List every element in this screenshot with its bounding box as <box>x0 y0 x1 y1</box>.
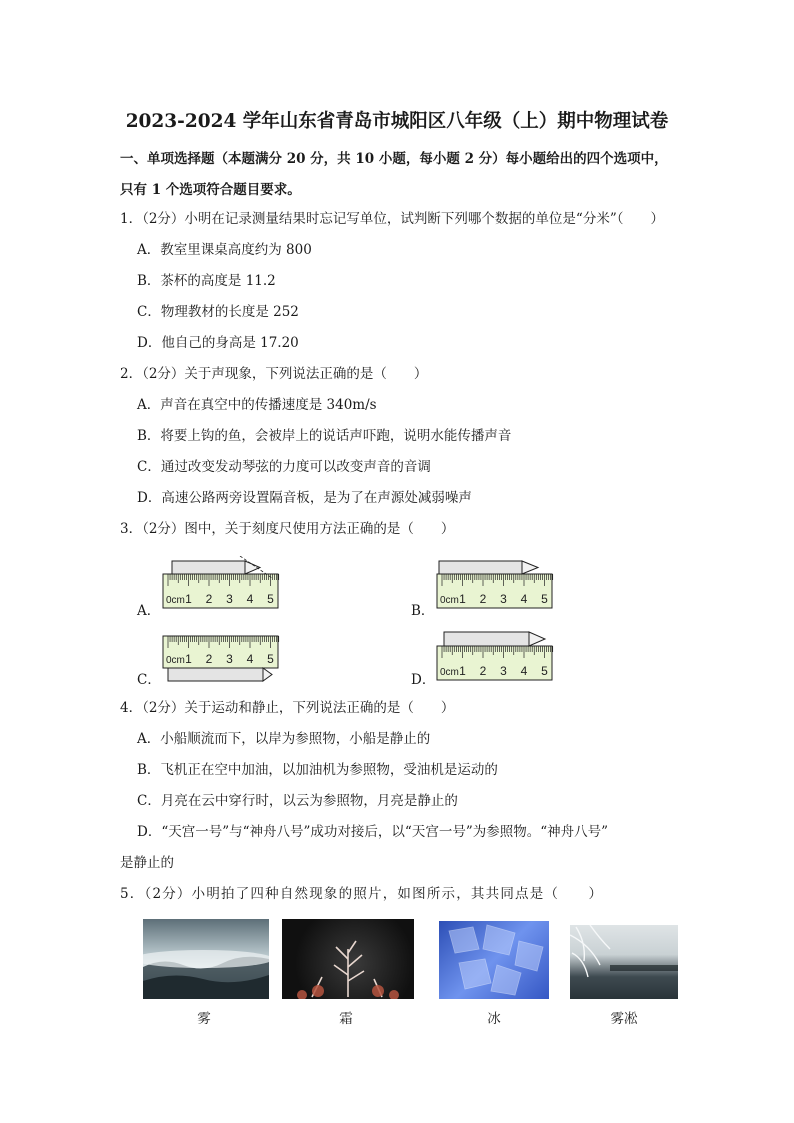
ruler-label: 4 <box>246 592 254 606</box>
pencil-d <box>444 632 545 646</box>
q1-option-a: A．教室里课桌高度约为 800 <box>137 242 312 258</box>
ruler-label: 0cm <box>440 667 459 678</box>
ruler-label: 1 <box>459 664 466 678</box>
q1-option-d: D．他自己的身高是 17.20 <box>137 335 299 351</box>
ruler-label: 1 <box>185 652 192 666</box>
q4-option-d: D．“天宫一号”与“神舟八号”成功对接后，以“天宫一号”为参照物。“神舟八号” <box>137 824 609 840</box>
ruler-label: 5 <box>541 592 548 606</box>
ruler-label: 2 <box>479 592 487 606</box>
ruler-label: 1 <box>185 592 192 606</box>
pencil-a <box>172 561 260 574</box>
ruler-label: 4 <box>246 652 254 666</box>
ruler-label: 4 <box>520 592 528 606</box>
ruler-label: 3 <box>500 664 507 678</box>
ruler-figure-d <box>434 628 559 684</box>
fog-caption: 雾 <box>197 1011 211 1027</box>
q3-option-b: B． <box>411 603 435 619</box>
ruler-label: 2 <box>479 664 487 678</box>
ruler-label: 1 <box>459 592 466 606</box>
question-4-stem: 4．（2分）关于运动和静止，下列说法正确的是（ ） <box>120 700 455 716</box>
ruler-figure-a <box>160 556 285 612</box>
q4-option-d-continuation: 是静止的 <box>120 855 174 871</box>
ruler-label: 5 <box>267 592 274 606</box>
page-title: 2023-2024 学年山东省青岛市城阳区八年级（上）期中物理试卷 <box>125 111 669 132</box>
q4-option-b: B．飞机正在空中加油，以加油机为参照物，受油机是运动的 <box>137 762 498 778</box>
ice-caption: 冰 <box>487 1011 501 1027</box>
ruler-label: 5 <box>541 664 548 678</box>
question-5-stem: 5．（2分）小明拍了四种自然现象的照片，如图所示，其共同点是（ ） <box>120 886 604 902</box>
ruler-label: 0cm <box>440 595 459 606</box>
ruler-label: 4 <box>520 664 528 678</box>
q4-option-c: C．月亮在云中穿行时，以云为参照物，月亮是静止的 <box>137 793 458 809</box>
ruler-label: 2 <box>205 592 213 606</box>
frost-plant-icon <box>282 919 414 999</box>
pencil-c <box>168 668 272 681</box>
q2-option-b: B．将要上钩的鱼，会被岸上的说话声吓跑，说明水能传播声音 <box>137 428 512 444</box>
fog-photo <box>143 919 269 999</box>
ruler-label: 0cm <box>166 595 185 606</box>
rime-photo <box>570 925 678 999</box>
q2-option-d: D．高速公路两旁设置隔音板，是为了在声源处减弱噪声 <box>137 490 472 506</box>
q3-option-d: D． <box>411 672 436 688</box>
q3-option-a: A． <box>137 603 161 619</box>
q2-option-c: C．通过改变发动琴弦的力度可以改变声音的音调 <box>137 459 431 475</box>
q1-option-b: B．茶杯的高度是 11.2 <box>137 273 276 289</box>
ruler-label: 0cm <box>166 655 185 666</box>
q3-option-c: C． <box>137 672 161 688</box>
question-1-stem: 1．（2分）小明在记录测量结果时忘记写单位，试判断下列哪个数据的单位是“分米”（ ） <box>120 211 664 227</box>
fog-hills-icon <box>143 919 269 999</box>
ruler-label: 3 <box>226 652 233 666</box>
q2-option-a: A．声音在真空中的传播速度是 340m/s <box>137 397 377 413</box>
q4-option-a: A．小船顺流而下，以岸为参照物，小船是静止的 <box>137 731 431 747</box>
ruler-figure-c <box>160 634 285 684</box>
frost-photo <box>282 919 414 999</box>
ruler-label: 3 <box>226 592 233 606</box>
section-header-line1: 一、单项选择题（本题满分 20 分，共 10 小题，每小题 2 分）每小题给出的四个选项中， <box>120 151 668 167</box>
ruler-label: 3 <box>500 592 507 606</box>
section-header-line2: 只有 1 个选项符合题目要求。 <box>120 182 301 198</box>
ruler-label: 5 <box>267 652 274 666</box>
rime-branches-icon <box>570 925 678 999</box>
question-2-stem: 2．（2分）关于声现象，下列说法正确的是（ ） <box>120 366 428 382</box>
question-3-stem: 3．（2分）图中，关于刻度尺使用方法正确的是（ ） <box>120 521 455 537</box>
frost-caption: 霜 <box>339 1011 353 1027</box>
ice-photo <box>439 921 549 999</box>
pencil-b <box>439 561 538 574</box>
ice-cubes-icon <box>439 921 549 999</box>
rime-caption: 雾凇 <box>610 1011 638 1027</box>
q1-option-c: C．物理教材的长度是 252 <box>137 304 299 320</box>
ruler-figure-b <box>434 556 559 612</box>
ruler-label: 2 <box>205 652 213 666</box>
